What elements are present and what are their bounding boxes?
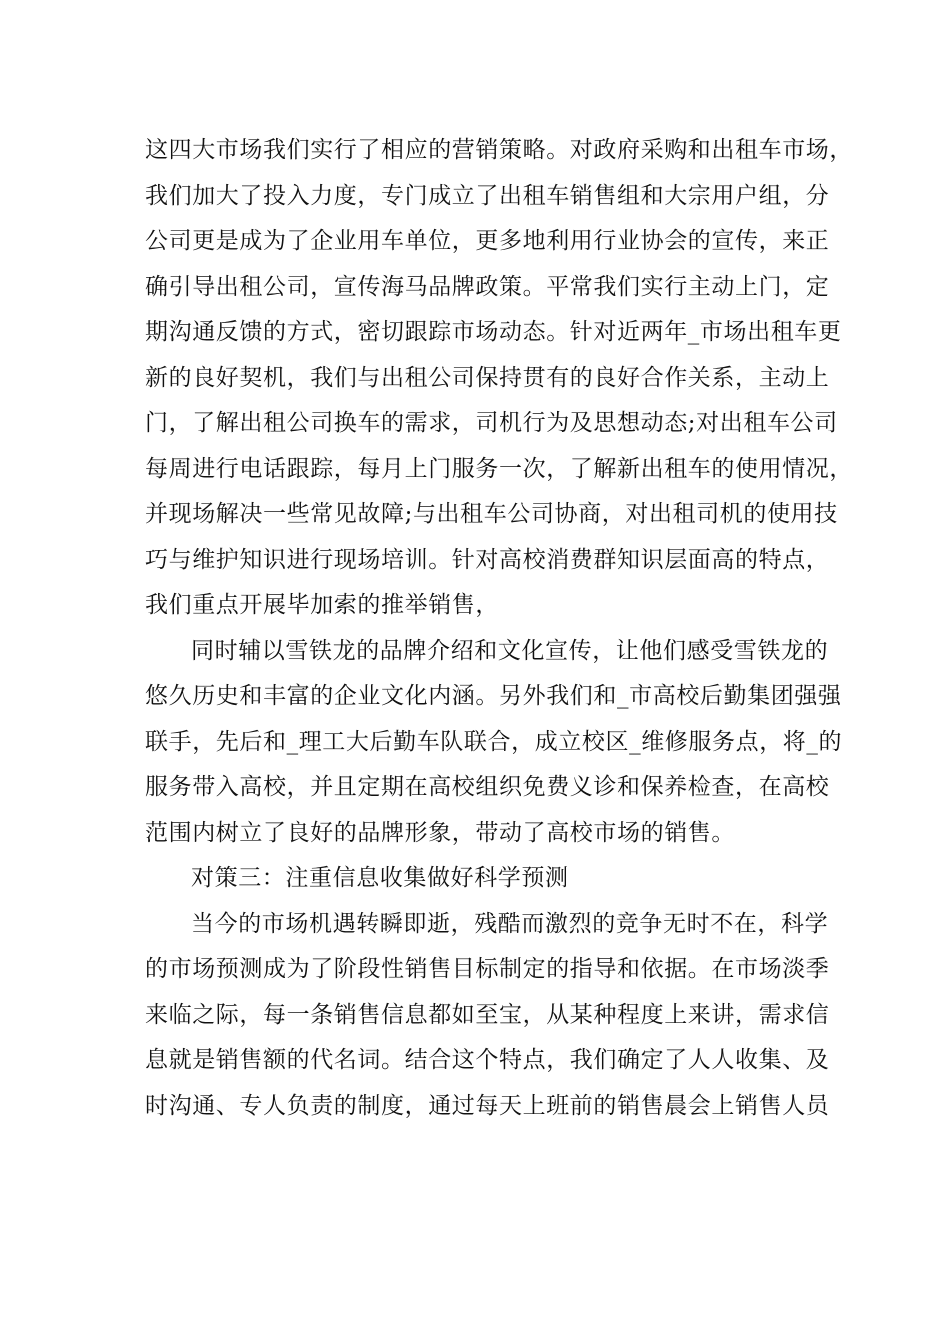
text-line: 来临之际，每一条销售信息都如至宝，从某种程度上来讲，需求信 (145, 1001, 830, 1028)
text-line: 当今的市场机遇转瞬即逝，残酷而激烈的竞争无时不在，科学 (191, 910, 829, 937)
text-line: 时沟通、专人负责的制度，通过每天上班前的销售晨会上销售人员 (145, 1092, 830, 1119)
paragraph-brand-promotion (145, 629, 843, 857)
text-line: 巧与维护知识进行现场培训。针对高校消费群知识层面高的特点， (145, 546, 830, 573)
text-line: 每周进行电话跟踪，每月上门服务一次，了解新出租车的使用情况， (145, 455, 853, 482)
text-line: 的市场预测成为了阶段性销售目标制定的指导和依据。在市场淡季 (145, 956, 830, 982)
text-line: 我们重点开展毕加索的推举销售， (145, 592, 499, 618)
text-line: 这四大市场我们实行了相应的营销策略。对政府采购和出租车市场， (145, 137, 853, 163)
text-line: 息就是销售额的代名词。结合这个特点，我们确定了人人收集、及 (145, 1047, 830, 1073)
body-text (145, 128, 853, 1129)
text-line: 门，了解出租公司换车的需求，司机行为及思想动态;对出租车公司 (145, 410, 838, 436)
text-line: 范围内树立了良好的品牌形象，带动了高校市场的销售。 (145, 819, 735, 846)
section-heading-strategy-three (145, 856, 835, 902)
paragraph-market-forecast (145, 902, 835, 1130)
text-line: 并现场解决一些常见故障;与出租车公司协商，对出租司机的使用技 (145, 501, 838, 527)
text-line: 我们加大了投入力度，专门成立了出租车销售组和大宗用户组，分 (145, 182, 830, 209)
text-line: 期沟通反馈的方式，密切跟踪市场动态。针对近两年_市场出租车更 (145, 319, 842, 345)
text-line: 同时辅以雪铁龙的品牌介绍和文化宣传，让他们感受雪铁龙的 (191, 637, 829, 664)
paragraph-marketing-strategy (145, 128, 853, 629)
text-line: 服务带入高校，并且定期在高校组织免费义诊和保养检查，在高校 (145, 774, 830, 800)
text-line: 公司更是成为了企业用车单位，更多地利用行业协会的宣传，来正 (145, 228, 830, 254)
text-line: 确引导出租公司，宣传海马品牌政策。平常我们实行主动上门，定 (145, 273, 830, 300)
text-line: 联手，先后和_理工大后勤车队联合，成立校区_维修服务点，将_的 (145, 728, 843, 755)
text-line: 悠久历史和丰富的企业文化内涵。另外我们和_市高校后勤集团强强 (145, 683, 842, 709)
text-line: 新的良好契机，我们与出租公司保持贯有的良好合作关系，主动上 (145, 364, 830, 391)
section-heading: 对策三：注重信息收集做好科学预测 (191, 865, 569, 891)
